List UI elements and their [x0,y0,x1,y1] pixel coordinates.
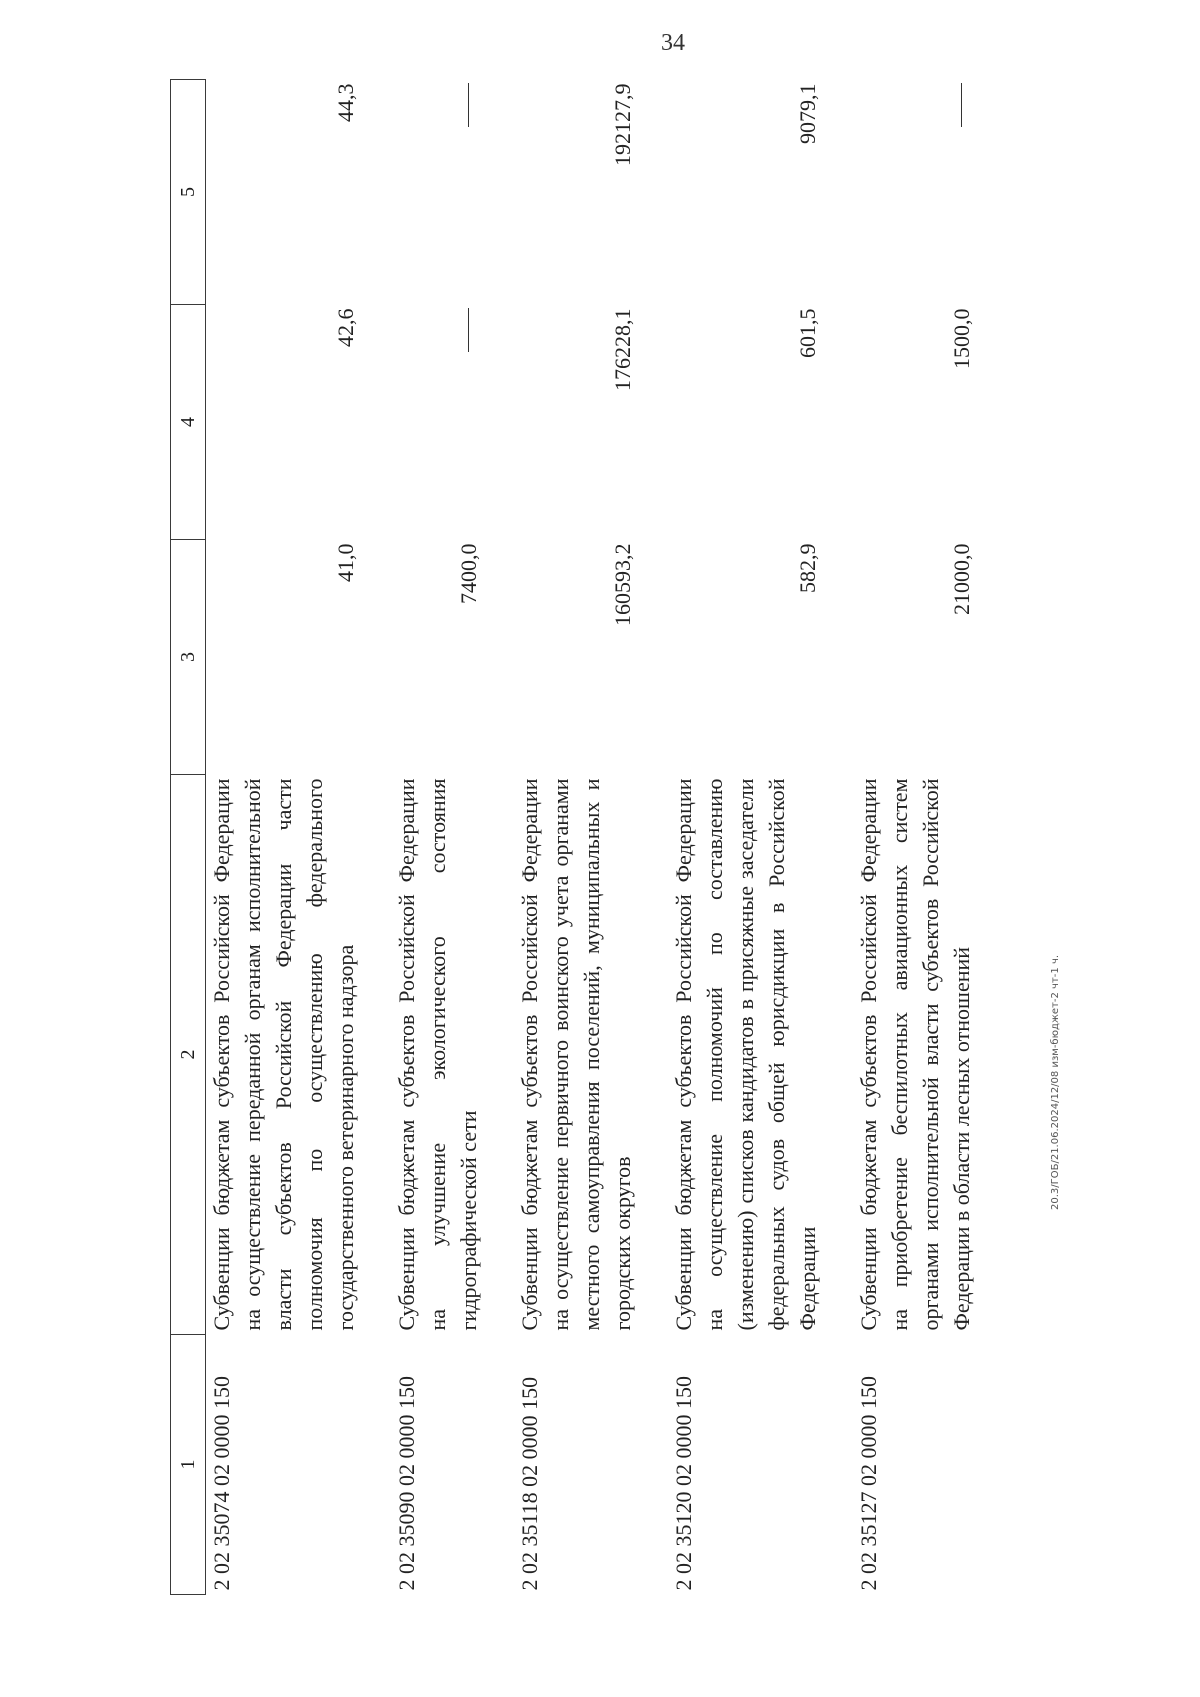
table-row [668,80,853,1595]
column-header-3: 3 [171,540,206,775]
column-header-1: 1 [171,1335,206,1595]
subvention-description: Субвенции бюджетам субъектов Российской Федерации на улучшение экологического состояния гидрографической сети [394,778,481,1331]
value-col-3: 41,0 [333,543,358,582]
value-col-5: 44,3 [333,83,358,122]
empty-value-dash [468,309,469,353]
value-col-4: 42,6 [333,308,358,347]
budget-code: 2 02 35127 02 0000 150 [856,1376,881,1591]
footer-note-text: 20.3/ГОБ/21.06.2024/12/08 изм-бюджет-2 чт-1 ч. [1050,954,1061,1210]
value-col-5: 192127,9 [610,83,635,166]
subvention-description: Субвенции бюджетам субъектов Российской Федерации на осуществление полномочий по составлению (изменению) списков кандидатов в присяжные заседатели федеральных судов общей юрисдикции в Российской Федерации [671,778,820,1331]
subvention-description: Субвенции бюджетам субъектов Российской Федерации на осуществление первичного воинского учета органами местного самоуправления поселений, муниципальных и городских округов [517,778,635,1331]
budget-code: 2 02 35074 02 0000 150 [209,1376,234,1591]
empty-value-dash [468,84,469,128]
table-row [391,80,514,1595]
value-col-4 [391,305,514,540]
value-col-5 [853,80,1007,305]
table-row [853,80,1007,1595]
table-row [514,80,668,1595]
value-col-4: 601,5 [795,308,820,358]
rotated-table-content [170,80,1200,1595]
empty-value-dash [961,84,962,128]
page-number: 34 [661,30,685,56]
header-row [171,80,206,1595]
budget-code: 2 02 35118 02 0000 150 [517,1376,542,1591]
column-header-2: 2 [171,775,206,1335]
column-header-5: 5 [171,80,206,305]
value-col-3: 7400,0 [456,543,481,604]
budget-table [170,79,1007,1595]
subvention-description: Субвенции бюджетам субъектов Российской Федерации на приобретение беспилотных авиационных систем органами исполнительной власти субъектов Российской Федерации в области лесных отношений [856,778,974,1331]
table-row [206,80,392,1595]
subvention-description: Субвенции бюджетам субъектов Российской Федерации на осуществление переданной органам исполнительной власти субъектов Российской Федерации части полномочия по осуществлению федерального государственного ветеринарного надзора [209,778,358,1331]
value-col-4: 1500,0 [949,308,974,369]
value-col-4: 176228,1 [610,308,635,391]
rotated-table-area [170,80,1200,1595]
value-col-3: 21000,0 [949,543,974,615]
budget-code: 2 02 35090 02 0000 150 [394,1376,419,1591]
value-col-5: 9079,1 [795,83,820,144]
value-col-3: 160593,2 [610,543,635,626]
document-footer-note [1050,610,1070,1210]
budget-code: 2 02 35120 02 0000 150 [671,1376,696,1591]
column-header-4: 4 [171,305,206,540]
value-col-3: 582,9 [795,543,820,593]
value-col-5 [391,80,514,305]
